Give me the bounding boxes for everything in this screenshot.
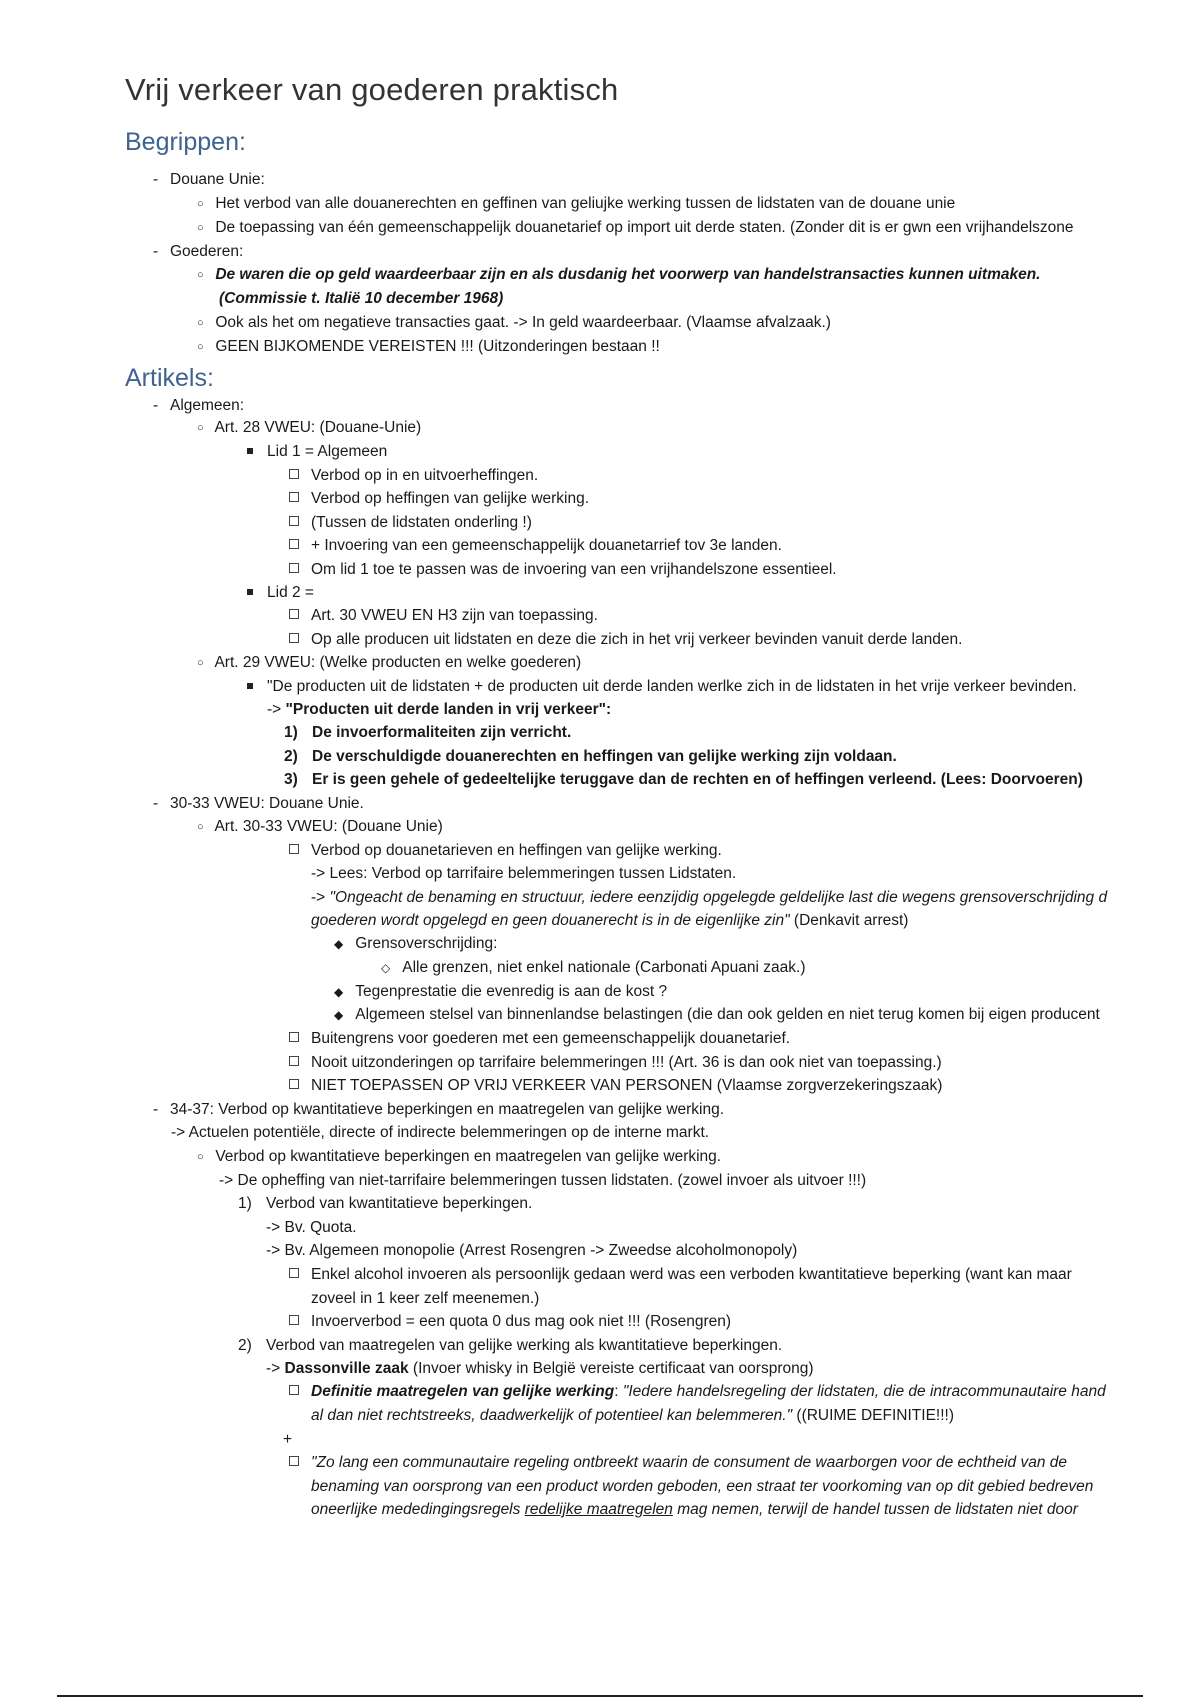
list-item: -> De opheffing van niet-tarrifaire belemmeringen tussen lidstaten. (zowel invoer als uitvoer !!!) bbox=[219, 1172, 867, 1189]
list-item: -> Bv. Quota. bbox=[266, 1219, 357, 1236]
footer-divider bbox=[57, 1695, 1143, 1697]
list-item: - 34-37: Verbod op kwantitatieve beperkingen en maatregelen van gelijke werking. bbox=[153, 1101, 725, 1118]
list-item: Om lid 1 toe te passen was de invoering van een vrijhandelszone essentieel. bbox=[289, 561, 837, 579]
list-item: 3) Er is geen gehele of gedeeltelijke teruggave dan de rechten en of heffingen verleend. (Lees: Doorvoeren) bbox=[284, 771, 1083, 788]
list-item: + bbox=[283, 1431, 293, 1448]
list-item: ○ De waren die op geld waardeerbaar zijn en als dusdanig het voorwerp van handelstransacties kunnen uitmaken. bbox=[197, 266, 1041, 283]
list-item: - 30-33 VWEU: Douane Unie. bbox=[153, 795, 364, 812]
list-item: benaming van oorsprong van een product worden geboden, een straat ter voorkoming van op dit gebied bedreven bbox=[311, 1478, 1094, 1495]
list-item: - Algemeen: bbox=[153, 397, 245, 414]
list-item: Art. 30 VWEU EN H3 zijn van toepassing. bbox=[289, 607, 598, 625]
list-item: -> Bv. Algemeen monopolie (Arrest Rosengren -> Zweedse alcoholmonopoly) bbox=[266, 1242, 798, 1259]
list-item: -> Dassonville zaak (Invoer whisky in België vereiste certificaat van oorsprong) bbox=[266, 1360, 814, 1377]
list-item: "De producten uit de lidstaten + de producten uit derde landen werlke zich in de lidstaten in het vrije verkeer bevinden. bbox=[247, 678, 1077, 696]
list-item: zoveel in 1 keer zelf meenemen.) bbox=[311, 1290, 540, 1307]
list-item: Verbod op in en uitvoerheffingen. bbox=[289, 467, 538, 485]
list-item: Buitengrens voor goederen met een gemeenschappelijk douanetarief. bbox=[289, 1030, 790, 1048]
list-item: -> Lees: Verbod op tarrifaire belemmeringen tussen Lidstaten. bbox=[311, 865, 737, 882]
list-item: + Invoering van een gemeenschappelijk douanetarrief tov 3e landen. bbox=[289, 537, 782, 555]
list-item: (Tussen de lidstaten onderling !) bbox=[289, 514, 532, 532]
list-item: Verbod op heffingen van gelijke werking. bbox=[289, 490, 589, 508]
list-item: - Douane Unie: bbox=[153, 171, 265, 188]
list-item: - Goederen: bbox=[153, 243, 244, 260]
list-item: ○ Ook als het om negatieve transacties gaat. -> In geld waardeerbaar. (Vlaamse afvalzaak.) bbox=[197, 314, 831, 331]
list-item: ○ Het verbod van alle douanerechten en geffinen van geliujke werking tussen de lidstaten van de douane unie bbox=[197, 195, 956, 212]
list-item: oneerlijke mededingingsregels redelijke maatregelen mag nemen, terwijl de handel tussen de lidstaten niet door bbox=[311, 1501, 1078, 1518]
list-item: -> "Producten uit derde landen in vrij verkeer": bbox=[267, 701, 612, 718]
page-title: Vrij verkeer van goederen praktisch bbox=[125, 72, 619, 107]
list-item: 1) De invoerformaliteiten zijn verricht. bbox=[284, 724, 572, 741]
list-item: ○ Art. 29 VWEU: (Welke producten en welke goederen) bbox=[197, 654, 582, 671]
list-item: ◆ Tegenprestatie die evenredig is aan de kost ? bbox=[334, 983, 668, 1000]
list-item: 1) Verbod van kwantitatieve beperkingen. bbox=[238, 1195, 533, 1212]
heading-artikels: Artikels: bbox=[125, 364, 214, 392]
list-item: Nooit uitzonderingen op tarrifaire belemmeringen !!! (Art. 36 is dan ook niet van toepassing.) bbox=[289, 1054, 942, 1072]
heading-begrippen: Begrippen: bbox=[125, 128, 246, 156]
list-item: NIET TOEPASSEN OP VRIJ VERKEER VAN PERSONEN (Vlaamse zorgverzekeringszaak) bbox=[289, 1077, 942, 1095]
list-item: al dan niet rechtstreeks, daadwerkelijk of potentieel kan belemmeren." ((RUIME DEFINITIE!!!) bbox=[311, 1407, 954, 1424]
list-item: goederen wordt opgelegd en geen douanerecht is in de eigenlijke zin" (Denkavit arrest) bbox=[311, 912, 909, 929]
list-item: ◆ Grensoverschrijding: bbox=[334, 935, 498, 952]
list-item: 2) De verschuldigde douanerechten en heffingen van gelijke werking zijn voldaan. bbox=[284, 748, 897, 765]
list-item: ○ Art. 28 VWEU: (Douane-Unie) bbox=[197, 419, 422, 436]
list-item: -> "Ongeacht de benaming en structuur, iedere eenzijdig opgelegde geldelijke last die wegens grensoverschrijding d bbox=[311, 889, 1108, 906]
list-item: Lid 1 = Algemeen bbox=[247, 443, 387, 461]
list-item: ○ Verbod op kwantitatieve beperkingen en maatregelen van gelijke werking. bbox=[197, 1148, 722, 1165]
list-item: Enkel alcohol invoeren als persoonlijk gedaan werd was een verboden kwantitatieve beperking (want kan maar bbox=[289, 1266, 1072, 1284]
list-item: Op alle producen uit lidstaten en deze die zich in het vrij verkeer bevinden vanuit derde landen. bbox=[289, 631, 962, 649]
list-item: Verbod op douanetarieven en heffingen van gelijke werking. bbox=[289, 842, 722, 860]
list-item: ○ GEEN BIJKOMENDE VEREISTEN !!! (Uitzonderingen bestaan !! bbox=[197, 338, 660, 355]
list-item: Invoerverbod = een quota 0 dus mag ook niet !!! (Rosengren) bbox=[289, 1313, 731, 1331]
list-item: ○ De toepassing van één gemeenschappelijk douanetarief op import uit derde staten. (Zonder dit is er gwn een vrijhandelszone bbox=[197, 219, 1074, 236]
list-item: (Commissie t. Italië 10 december 1968) bbox=[219, 290, 504, 307]
list-item: ◆ Algemeen stelsel van binnenlandse belastingen (die dan ook gelden en niet terug komen bij eigen producent bbox=[334, 1006, 1100, 1023]
list-item: -> Actuelen potentiële, directe of indirecte belemmeringen op de interne markt. bbox=[171, 1124, 710, 1141]
list-item: 2) Verbod van maatregelen van gelijke werking als kwantitatieve beperkingen. bbox=[238, 1337, 783, 1354]
list-item: "Zo lang een communautaire regeling ontbreekt waarin de consument de waarborgen voor de echtheid van de bbox=[289, 1454, 1067, 1472]
list-item: ◇ Alle grenzen, niet enkel nationale (Carbonati Apuani zaak.) bbox=[381, 959, 806, 976]
list-item: Definitie maatregelen van gelijke werking: "Iedere handelsregeling der lidstaten, die de intracommunautaire hand bbox=[289, 1383, 1106, 1401]
list-item: Lid 2 = bbox=[247, 584, 314, 602]
list-item: ○ Art. 30-33 VWEU: (Douane Unie) bbox=[197, 818, 443, 835]
